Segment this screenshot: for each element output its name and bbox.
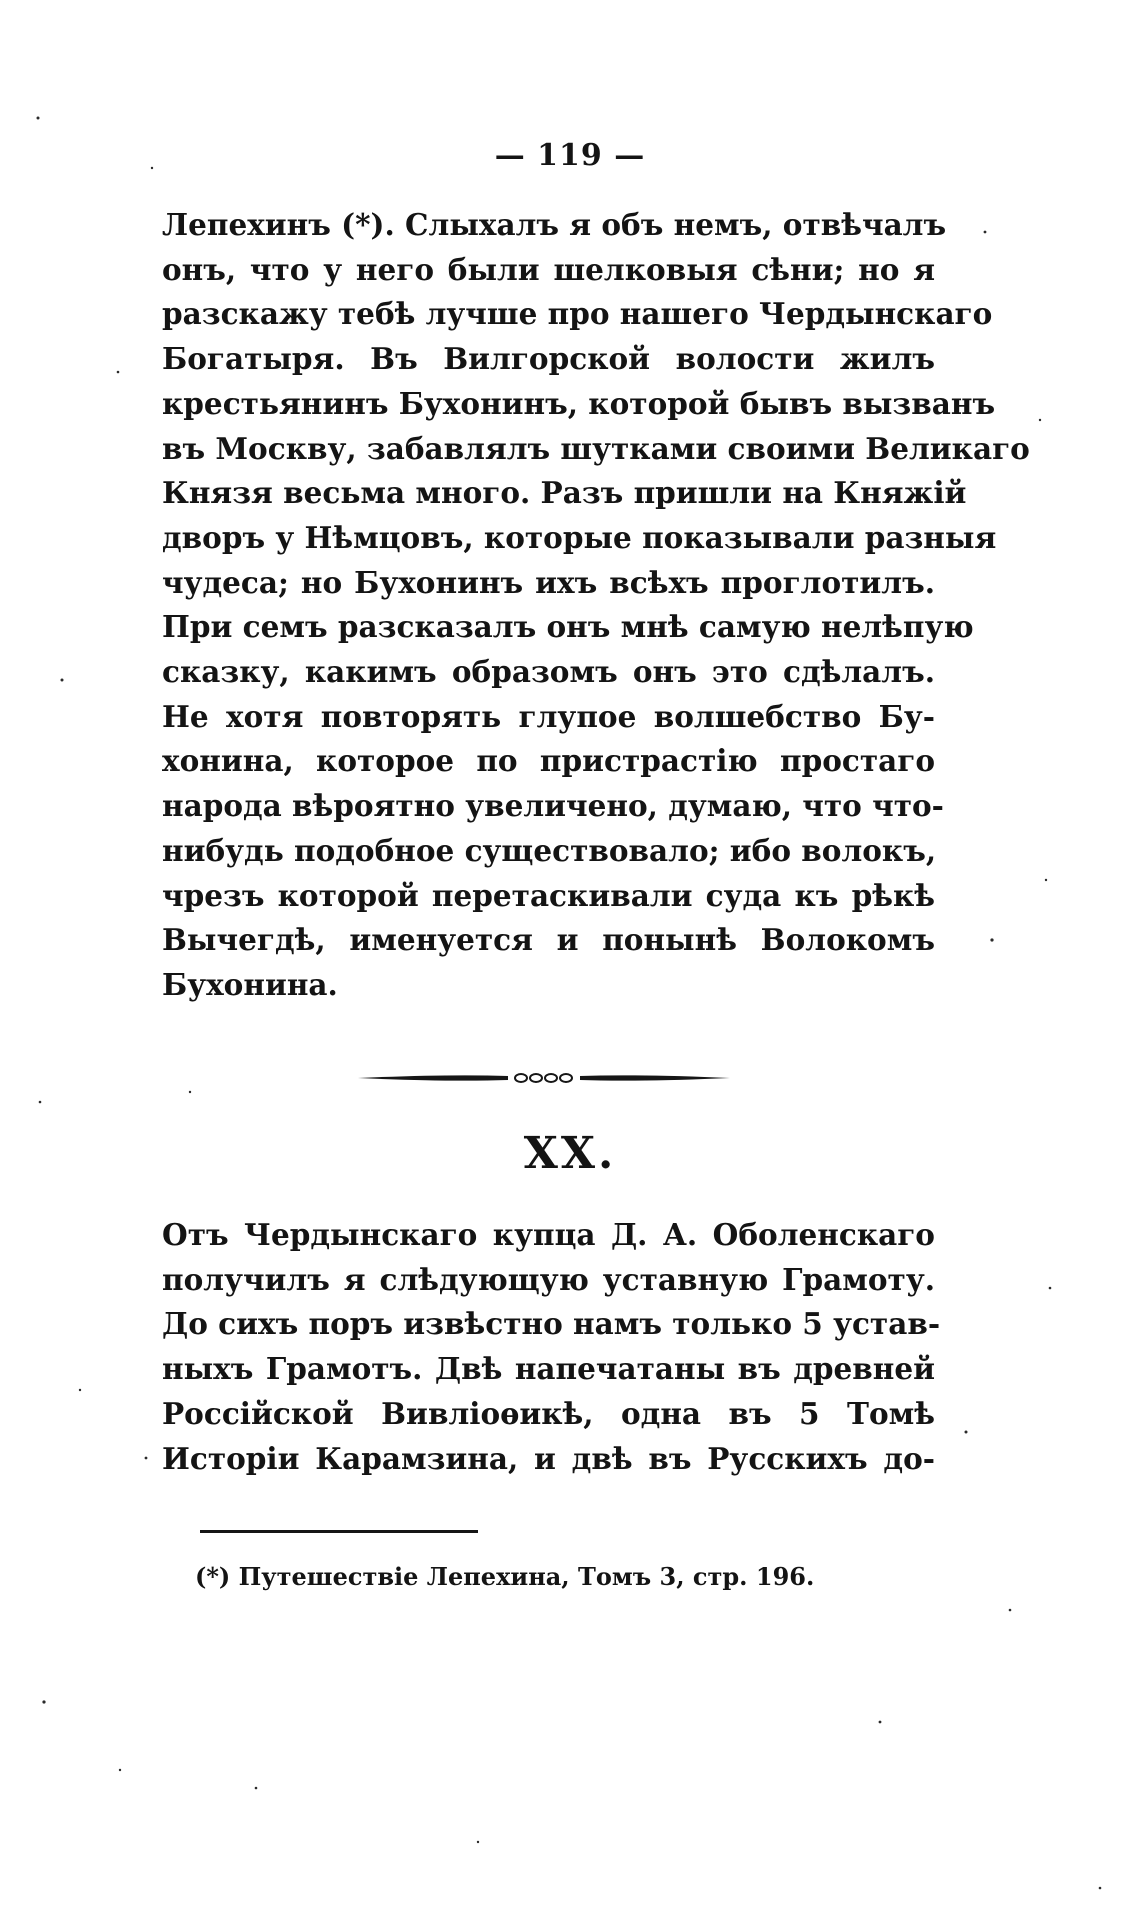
text-line: крестьянинъ Бухонинъ, которой бывъ вызванъ	[162, 385, 996, 421]
text-line: въ Москву, забавлялъ шутками своими Великаго	[162, 430, 1030, 466]
text-line: чудеса; но Бухонинъ ихъ всѣхъ проглотилъ.	[162, 564, 935, 600]
page-number-header: — 119 —	[494, 138, 646, 173]
text-line: народа вѣроятно увеличено, думаю, что что-	[162, 788, 944, 824]
text-line: Не хотя повторять глупое волшебство Бу-	[162, 698, 935, 734]
footnote: (*) Путешествіе Лепехина, Томъ 3, стр. 196.	[195, 1562, 815, 1591]
text-line: Россійской Вивліоѳикѣ, одна въ 5 Томѣ	[162, 1395, 935, 1431]
text-line: дворъ у Нѣмцовъ, которые показывали разныя	[162, 519, 997, 555]
text-line: Богатыря. Въ Вилгорской волости жилъ	[162, 341, 935, 377]
text-line: До сихъ поръ извѣстно намъ только 5 устав-	[162, 1306, 941, 1342]
text-line: Отъ Чердынскаго купца Д. А. Оболенскаго	[162, 1217, 935, 1252]
text-line: получилъ я слѣдующую уставную Грамоту.	[162, 1261, 935, 1297]
text-line: ныхъ Грамотъ. Двѣ напечатаны въ древней	[162, 1351, 935, 1387]
text-line: сказку, какимъ образомъ онъ это сдѣлалъ.	[162, 654, 935, 690]
text-line: Исторіи Карамзина, и двѣ въ Русскихъ до-	[162, 1440, 935, 1476]
text-line: Бухонина.	[162, 966, 338, 1002]
section-title: XX.	[523, 1128, 617, 1179]
text-line: Вычегдѣ, именуется и понынѣ Волокомъ	[162, 922, 935, 958]
text-line: Князя весьма много. Разъ пришли на Княжій	[162, 475, 967, 511]
text-line: нибудь подобное существовало; ибо волокъ,	[162, 832, 937, 868]
text-line: Лепехинъ (*). Слыхалъ я объ немъ, отвѣчалъ	[162, 207, 947, 242]
text-line: разскажу тебѣ лучше про нашего Чердынскаго	[162, 296, 993, 332]
text-line: чрезъ которой перетаскивали суда къ рѣкѣ	[162, 877, 935, 913]
text-line: хонина, которое по пристрастію простаго	[162, 743, 935, 779]
text-line: онъ, что у него были шелковыя сѣни; но я	[162, 251, 935, 287]
text-line: При семъ разсказалъ онъ мнѣ самую нелѣпую	[162, 609, 974, 645]
